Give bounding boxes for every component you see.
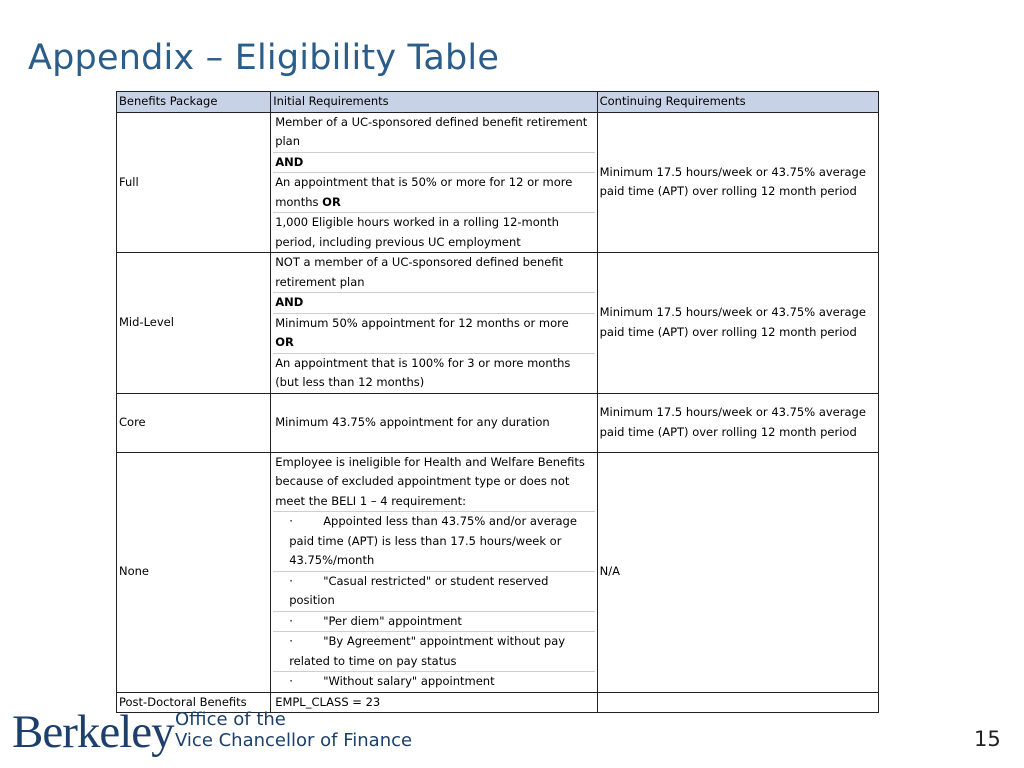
- initial-requirements-cell: [271, 452, 597, 692]
- continuing-requirements-cell: [597, 692, 878, 713]
- initial-requirements-cell: [271, 112, 597, 253]
- requirement-line: An appointment that is 100% for 3 or more months (but less than 12 months): [273, 353, 594, 393]
- requirement-line: Employee is ineligible for Health and Welfare Benefits because of excluded appointment type or does not meet the BELI 1 – 4 requirement:: [275, 454, 585, 508]
- requirement-line: 1,000 Eligible hours worked in a rolling 12-month period, including previous UC employment: [273, 212, 594, 252]
- header-continuing-requirements: Continuing Requirements: [597, 92, 878, 113]
- office-line-2: Vice Chancellor of Finance: [175, 730, 413, 751]
- requirement-line: Member of a UC-sponsored defined benefit retirement plan: [275, 114, 588, 148]
- continuing-requirements-cell: Minimum 17.5 hours/week or 43.75% average paid time (APT) over rolling 12 month period: [597, 393, 878, 452]
- requirement-line: EMPL_CLASS = 23: [275, 694, 381, 709]
- initial-requirements-cell: [271, 253, 597, 394]
- bullet-item: · Appointed less than 43.75% and/or average paid time (APT) is less than 17.5 hours/week or 43.75%/month: [273, 511, 594, 571]
- bullet-item: · "By Agreement" appointment without pay related to time on pay status: [273, 631, 594, 671]
- slide-title: Appendix – Eligibility Table: [28, 38, 500, 78]
- continuing-requirements-cell: N/A: [597, 452, 878, 692]
- bullet-item: · "Without salary" appointment: [273, 671, 594, 692]
- page-number: 15: [974, 727, 1001, 751]
- continuing-requirements-cell: Minimum 17.5 hours/week or 43.75% average paid time (APT) over rolling 12 month period: [597, 112, 878, 253]
- package-cell: None: [117, 452, 271, 692]
- requirement-line: Minimum 43.75% appointment for any duration: [275, 414, 550, 429]
- bullet-item: · "Per diem" appointment: [273, 611, 594, 632]
- bullet-item: · "Casual restricted" or student reserved position: [273, 571, 594, 611]
- office-name: [175, 709, 412, 751]
- berkeley-logo: Berkeley: [12, 706, 174, 758]
- package-cell: Mid-Level: [117, 253, 271, 394]
- eligibility-table: [116, 91, 879, 713]
- header-initial-requirements: Initial Requirements: [271, 92, 597, 113]
- table-row-none: [117, 452, 879, 692]
- requirement-line: An appointment that is 50% or more for 12 or more months OR: [273, 172, 594, 212]
- continuing-requirements-cell: Minimum 17.5 hours/week or 43.75% average paid time (APT) over rolling 12 month period: [597, 253, 878, 394]
- table-row-full: [117, 112, 879, 253]
- requirement-connector: AND: [273, 292, 594, 313]
- package-cell: Post-Doctoral Benefits: [117, 692, 271, 713]
- header-benefits-package: Benefits Package: [117, 92, 271, 113]
- requirement-line: Minimum 50% appointment for 12 months or more OR: [273, 313, 594, 353]
- table-header-row: [117, 92, 879, 113]
- table-row-mid-level: [117, 253, 879, 394]
- package-cell: Full: [117, 112, 271, 253]
- initial-requirements-cell: [271, 393, 597, 452]
- package-cell: Core: [117, 393, 271, 452]
- office-line-1: Office of the: [175, 709, 286, 730]
- requirement-connector: AND: [273, 152, 594, 173]
- table-row-core: [117, 393, 879, 452]
- requirement-line: NOT a member of a UC-sponsored defined benefit retirement plan: [275, 255, 564, 289]
